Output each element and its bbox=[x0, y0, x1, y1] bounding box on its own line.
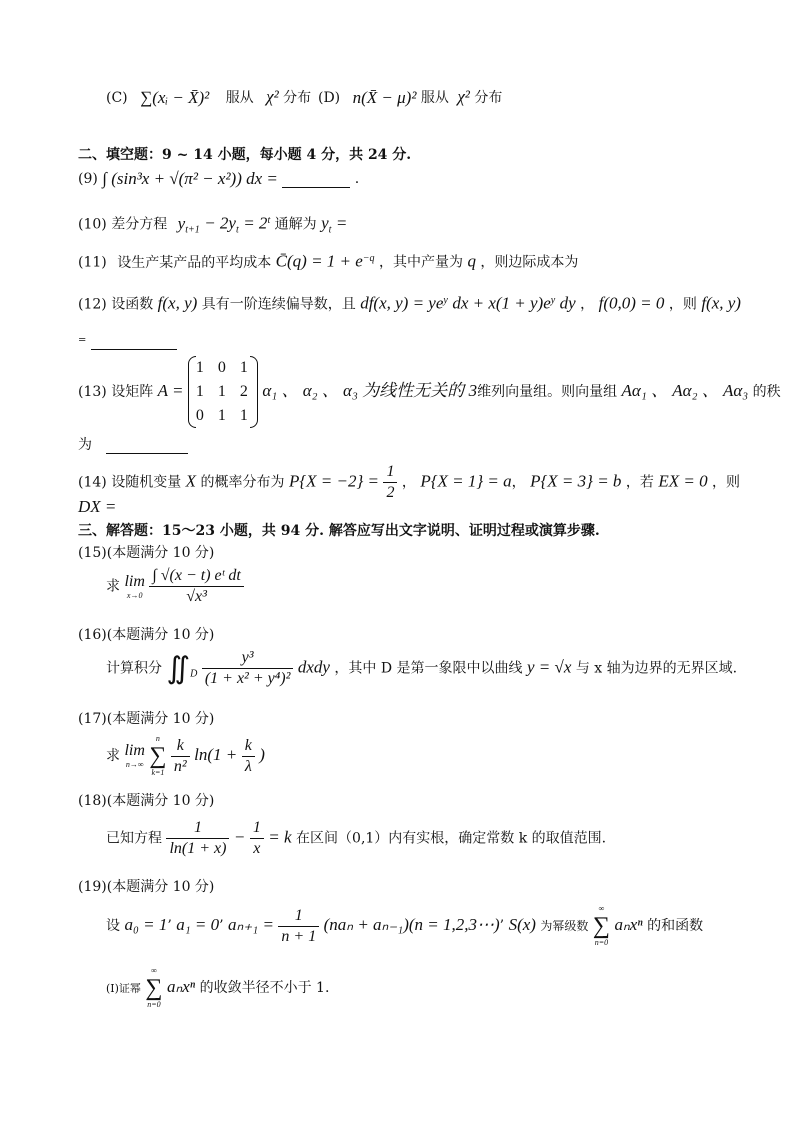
q14-p1: P{X = −2} = bbox=[288, 471, 379, 491]
q17-ln: ln(1 + bbox=[194, 745, 238, 764]
q16-region: D bbox=[190, 668, 198, 680]
question-9 bbox=[78, 170, 359, 188]
q15-text: 求 bbox=[106, 578, 120, 595]
fraction-denominator: n + 1 bbox=[281, 927, 317, 945]
fraction-denominator: x bbox=[253, 840, 261, 857]
question-16-header bbox=[78, 626, 214, 644]
fraction-denominator: (1 + x² + y⁴)² bbox=[204, 670, 291, 687]
sum-lower: k=1 bbox=[151, 768, 165, 777]
q10-number: (10) bbox=[78, 216, 107, 233]
q13-number: (13) bbox=[78, 384, 107, 400]
q17-inner-fraction bbox=[242, 736, 255, 777]
q12-text-b: 具有一阶连续偏导数，且 bbox=[201, 296, 356, 313]
q11-text-b: ，其中产量为 bbox=[379, 254, 464, 271]
q14-text-a: 设随机变量 bbox=[111, 474, 182, 491]
question-17-body bbox=[106, 734, 265, 778]
q12-answer-line bbox=[78, 330, 177, 350]
q12-answer-eq: = bbox=[78, 335, 87, 346]
question-12: (12) 设函数 f(x, y) 具有一阶连续偏导数，且 df(x, $y) = ye^y$ dx + $x(1 + y)e^y$ dy ， f(0,0) = 0 ，则 f(x, y) bbox=[78, 293, 741, 313]
q16-text-a: 计算积分 bbox=[106, 660, 162, 677]
q19-sum bbox=[593, 904, 610, 948]
q10-text-a: 差分方程 bbox=[111, 216, 168, 233]
q15-number: (15) bbox=[78, 545, 107, 561]
q10-lhs: y bbox=[177, 213, 186, 233]
q14-p3: P{X = 3} = b bbox=[530, 471, 622, 491]
fraction-denominator: λ bbox=[244, 757, 252, 775]
option-d-dist-text: 分布 bbox=[474, 90, 503, 106]
fraction-denominator: √x³ bbox=[186, 588, 207, 605]
q14-text-d: ，则 bbox=[712, 474, 741, 491]
q18-score: (本题满分 10 分) bbox=[106, 793, 215, 809]
q19-part1-text: 的收敛半径不小于 1. bbox=[199, 980, 330, 996]
sigma-icon: ∑ bbox=[149, 743, 167, 769]
sigma-icon: ∑ bbox=[592, 913, 610, 939]
question-19-part-1 bbox=[106, 966, 329, 1010]
question-14: (14) 设随机变量 X 的概率分布为 P{X = −2} = $\frac{1}{2}$ ， P{X = 1} = a， P{X = 3} = b ，若 EX = 0 ，则 bbox=[78, 463, 741, 501]
q12-answer-blank bbox=[91, 349, 177, 350]
question-15-header bbox=[78, 544, 214, 562]
option-c-expr: ∑(xᵢ − X̄)² bbox=[140, 88, 210, 107]
q19-part1-label: (I)证幂 bbox=[106, 982, 141, 995]
question-13 bbox=[78, 356, 781, 428]
matrix-row: 0 1 1 bbox=[195, 407, 250, 424]
matrix-row: 1 1 2 bbox=[195, 383, 250, 400]
q17-fraction bbox=[171, 736, 190, 777]
q12-function-2: f(x, y) bbox=[701, 293, 741, 313]
q12-df-c: dy bbox=[559, 293, 576, 313]
q12-df-b: dx + x(1 + y)e bbox=[452, 293, 551, 313]
q14-ex: EX = 0 bbox=[658, 471, 708, 491]
q10-rhs: = 2 bbox=[243, 213, 268, 233]
question-19-header bbox=[78, 878, 214, 896]
fraction-numerator: 1 bbox=[250, 818, 264, 839]
question-10: (10) 差分方程 $y_{t+1} - 2y_t = 2^t$ 通解为 $y_t$ = bbox=[78, 213, 348, 236]
q19-part1-sum bbox=[145, 966, 162, 1010]
q17-number: (17) bbox=[78, 711, 107, 727]
q11-text-c: ，则边际成本为 bbox=[480, 254, 579, 271]
q19-sx: S(x) bbox=[508, 915, 536, 934]
q10-answer: y bbox=[321, 213, 329, 233]
q13-text-c: 维列向量组。则向量组 bbox=[477, 384, 618, 400]
q19-score: (本题满分 10 分) bbox=[106, 879, 215, 895]
q9-answer-blank bbox=[282, 187, 350, 188]
q17-text: 求 bbox=[106, 748, 120, 764]
q16-differential: dxdy bbox=[297, 657, 330, 677]
fraction-numerator bbox=[149, 566, 243, 587]
option-d-label: (D) bbox=[318, 90, 341, 106]
q16-number: (16) bbox=[78, 627, 107, 643]
q10-middle: − 2y bbox=[204, 213, 236, 233]
q9-end: . bbox=[354, 171, 360, 187]
q16-score: (本题满分 10 分) bbox=[106, 627, 215, 643]
q13-answer-line bbox=[78, 436, 188, 454]
q11-cost-function: C̄(q) = 1 + e bbox=[275, 251, 363, 271]
question-18-body bbox=[106, 818, 606, 859]
limit-subscript: x→0 bbox=[126, 590, 143, 600]
fraction-numerator: k bbox=[242, 736, 255, 757]
q15-score: (本题满分 10 分) bbox=[106, 545, 215, 561]
q16-double-integral: ∬ bbox=[166, 651, 191, 685]
option-c-label: (C) bbox=[106, 90, 128, 106]
q9-expression: ∫ (sin³x + √(π² − x²)) dx = bbox=[102, 169, 278, 188]
q12-function: f(x, y) bbox=[157, 293, 198, 313]
q11-text-a: 设生产某产品的平均成本 bbox=[117, 254, 272, 271]
option-d-expr: n(X̄ − μ)² bbox=[352, 88, 417, 107]
fraction-numerator: k bbox=[171, 736, 190, 757]
q12-condition: f(0,0) = 0 bbox=[598, 293, 665, 313]
sum-upper: ∞ bbox=[598, 904, 605, 913]
q19-number: (19) bbox=[78, 879, 107, 895]
fraction-denominator: ln(1 + x) bbox=[169, 840, 227, 857]
fraction-numerator: 1 bbox=[278, 906, 319, 927]
q12-number: (12) bbox=[78, 296, 107, 313]
q16-fraction bbox=[202, 648, 294, 689]
q19-text-c: 的和函数 bbox=[647, 918, 704, 934]
q14-text-b: 的概率分布为 bbox=[200, 474, 285, 491]
limit-label: lim bbox=[124, 572, 145, 590]
section-3-heading: 三、解答题：15～23 小题，共 94 分. 解答应写出文字说明、证明过程或演算步骤. bbox=[78, 523, 600, 539]
q11-number: (11) bbox=[78, 254, 107, 271]
q15-limit bbox=[124, 573, 144, 601]
option-c-dist: χ² bbox=[266, 87, 279, 106]
q13-dimension: 3 bbox=[468, 381, 478, 400]
q14-p2: P{X = 1} = a bbox=[420, 471, 512, 491]
q12-df-a: df(x, y) = ye bbox=[360, 293, 444, 313]
q17-score: (本题满分 10 分) bbox=[106, 711, 215, 727]
question-15-body bbox=[106, 566, 244, 607]
q13-text-e: 为 bbox=[78, 437, 92, 453]
q11-variable: q bbox=[467, 251, 476, 271]
q13-matrix-name: A = bbox=[157, 381, 184, 400]
question-19-body: 设 a₀ = 1’ a₁ = 0’ aₙ₊₁ = $\frac{1}{n + 1}$ (naₙ + aₙ₋₁)(n = 1,2,3⋯)’ S(x) 为幂级数 ∞ ∑ n=0 aₙxⁿ 的和函数 bbox=[106, 904, 704, 947]
q10-answer-eq: = bbox=[335, 213, 348, 233]
q19-text-b: 为幂级数 bbox=[540, 919, 589, 933]
question-18-header bbox=[78, 792, 214, 810]
q18-fraction-2 bbox=[250, 818, 264, 859]
q19-an1: aₙ₊₁ = bbox=[228, 915, 274, 934]
sum-upper: ∞ bbox=[151, 966, 157, 975]
q16-curve: y = √x bbox=[527, 657, 572, 677]
q18-fraction-1 bbox=[166, 818, 229, 859]
q18-equals: = k bbox=[268, 827, 292, 847]
q14-text-c: ，若 bbox=[625, 474, 654, 491]
q18-text-b: 在区间（0,1）内有实根，确定常数 k 的取值范围. bbox=[296, 830, 607, 847]
q12-text-a: 设函数 bbox=[111, 296, 154, 313]
fraction-denominator: n² bbox=[173, 757, 187, 775]
q18-text-a: 已知方程 bbox=[106, 830, 162, 847]
q10-text-b: 通解为 bbox=[274, 216, 317, 233]
q19-fraction bbox=[278, 906, 319, 947]
q8-option-d bbox=[318, 88, 502, 107]
fraction-numerator: y³ bbox=[202, 648, 294, 669]
sum-lower: n=0 bbox=[147, 1000, 161, 1009]
q14-variable: X bbox=[185, 471, 197, 491]
q17-limit bbox=[124, 742, 144, 770]
q19-series: aₙxⁿ bbox=[614, 915, 643, 934]
matrix-row: 1 0 1 bbox=[195, 359, 250, 376]
limit-subscript: n→∞ bbox=[125, 760, 144, 769]
q16-text-c: 与 x 轴为边界的无界区域. bbox=[575, 660, 738, 677]
q13-vectors: α₁ 、 α₂ 、 α₃ 为线性无关的 bbox=[262, 381, 465, 400]
q13-text-d: 的秩 bbox=[752, 384, 781, 400]
sigma-icon: ∑ bbox=[145, 975, 163, 1001]
q14-dx: DX = bbox=[78, 497, 117, 516]
q18-minus: − bbox=[233, 827, 246, 847]
q12-text-c: ，则 bbox=[668, 296, 697, 313]
q16-text-b: ，其中 D 是第一象限中以曲线 bbox=[334, 660, 523, 677]
q18-number: (18) bbox=[78, 793, 107, 809]
q19-a1: a₁ = 0 bbox=[176, 915, 220, 934]
q13-text-a: 设矩阵 bbox=[111, 384, 154, 400]
q19-recurrence: (naₙ + aₙ₋₁)(n = 1,2,3⋯) bbox=[323, 915, 500, 934]
q19-part1-series: aₙxⁿ bbox=[166, 977, 196, 996]
section-2-heading: 二、填空题：9 ~ 14 小题，每小题 4 分，共 24 分. bbox=[78, 147, 412, 163]
q15-fraction bbox=[149, 566, 243, 607]
fraction-numerator: 1 bbox=[166, 818, 229, 839]
q14-p1-fraction bbox=[383, 462, 397, 503]
limit-label: lim bbox=[124, 742, 145, 759]
option-c-text: 服从 bbox=[225, 90, 254, 106]
q11-exponent: −q bbox=[362, 253, 375, 264]
q8-option-c bbox=[106, 88, 311, 107]
q14-answer-line bbox=[78, 498, 116, 517]
question-16-body bbox=[106, 648, 737, 689]
q17-close: ) bbox=[259, 745, 265, 764]
q9-number: (9) bbox=[78, 171, 98, 187]
q13-vector-group: Aα₁ 、 Aα₂ 、 Aα₃ bbox=[621, 381, 749, 400]
q15-numerator-expr: ∫ √(x − t) eᵗ dt bbox=[152, 567, 241, 584]
fraction-numerator: 1 bbox=[383, 462, 397, 483]
option-c-dist-text: 分布 bbox=[283, 90, 312, 106]
q17-sum bbox=[149, 734, 166, 778]
option-d-text: 服从 bbox=[420, 90, 449, 106]
question-17-header bbox=[78, 710, 214, 728]
sum-upper: n bbox=[155, 734, 160, 743]
q19-text-a: 设 bbox=[106, 918, 120, 934]
q14-number: (14) bbox=[78, 474, 107, 491]
sum-lower: n=0 bbox=[594, 938, 609, 947]
q19-a0: a₀ = 1 bbox=[124, 915, 168, 934]
q13-answer-blank bbox=[106, 453, 188, 454]
fraction-denominator: 2 bbox=[386, 484, 395, 501]
q13-matrix bbox=[188, 356, 258, 428]
question-11 bbox=[78, 250, 578, 272]
option-d-dist: χ² bbox=[457, 87, 470, 106]
